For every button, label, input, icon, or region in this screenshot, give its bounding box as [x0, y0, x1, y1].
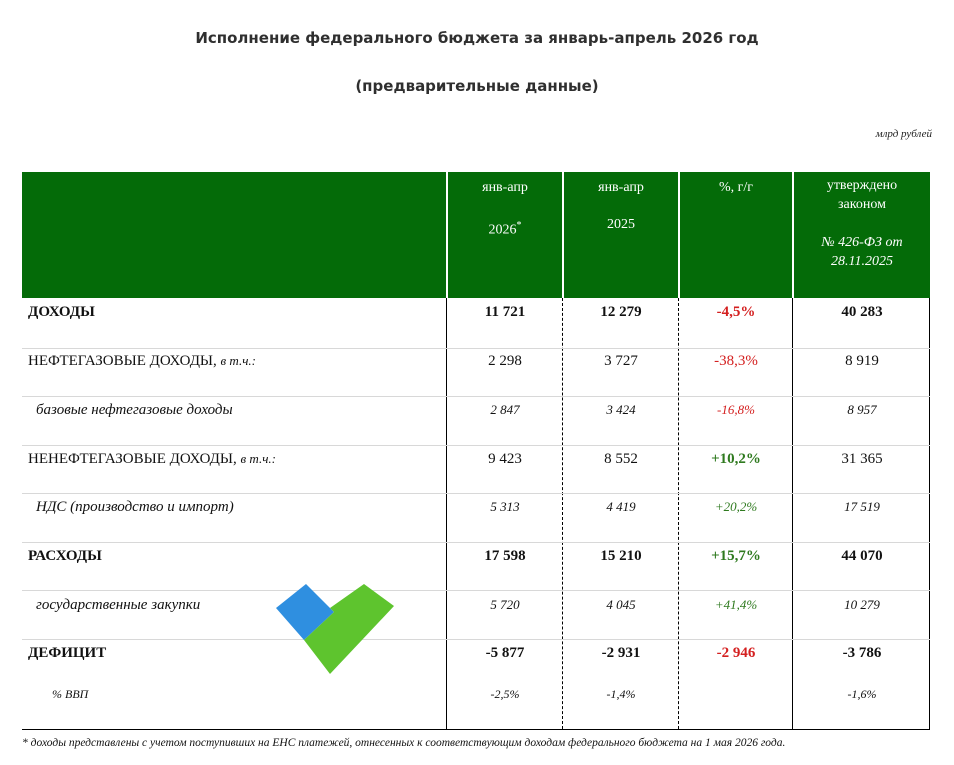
cell-2025: 8 552	[604, 451, 638, 467]
cell-2025: -1,4%	[606, 687, 636, 701]
cell-pct: +10,2%	[711, 451, 761, 467]
unit-label: млрд рублей	[875, 128, 932, 140]
table-row-base-oilgas	[22, 402, 930, 422]
table-row-nonoilgas	[22, 451, 930, 471]
cell-2026: 2 298	[488, 353, 522, 369]
header-col-law-line2: законом	[838, 197, 886, 212]
cell-2025: 3 727	[604, 353, 638, 369]
row-label: ДОХОДЫ	[28, 304, 95, 320]
header-col-2026-year: 2026*	[488, 220, 522, 238]
header-col-pct-label: %, г/г	[718, 180, 754, 195]
cell-law: 31 365	[841, 451, 883, 467]
row-divider	[22, 542, 930, 543]
cell-2025: 4 419	[606, 499, 636, 514]
cell-pct: -16,8%	[717, 402, 755, 417]
cell-pct: -38,3%	[714, 353, 758, 369]
row-label: % ВВП	[52, 687, 89, 701]
checkmark-logo-icon	[272, 584, 396, 679]
header-col-2026	[448, 172, 562, 298]
cell-law: -3 786	[842, 645, 882, 661]
table-row-expenses	[22, 548, 930, 568]
header-col-2025-period: янв-апр	[598, 180, 644, 195]
cell-2026: -2,5%	[490, 687, 520, 701]
row-label: ДЕФИЦИТ	[28, 645, 107, 661]
row-label-note: в т.ч.:	[240, 451, 276, 466]
header-col-law-line1: утверждено	[826, 178, 898, 193]
header-col-2026-period: янв-апр	[482, 180, 528, 195]
cell-2026: -5 877	[485, 645, 525, 661]
header-col-2025-year: 2025	[607, 217, 635, 232]
cell-2026: 11 721	[484, 304, 526, 320]
cell-2026: 5 720	[490, 597, 520, 612]
page-title: Исполнение федерального бюджета за январь-апрель 2026 год	[195, 29, 759, 47]
row-divider	[22, 639, 930, 640]
table-row-vat	[22, 499, 930, 519]
row-label: РАСХОДЫ	[28, 548, 102, 564]
cell-pct: +20,2%	[714, 499, 758, 514]
table-row-procurement	[22, 597, 930, 617]
header-col-law-line3: № 426-ФЗ от	[821, 235, 903, 250]
row-label: государственные закупки	[36, 597, 201, 613]
cell-2026: 5 313	[490, 499, 520, 514]
row-label: НЕФТЕГАЗОВЫЕ ДОХОДЫ, в т.ч.:	[28, 353, 256, 369]
cell-pct: -2 946	[716, 645, 756, 661]
cell-law: 44 070	[841, 548, 883, 564]
footnote: * доходы представлены с учетом поступивших на ЕНС платежей, отнесенных к соответствующим доходам федерального бюджета на 1 мая 2026 года.	[22, 737, 786, 749]
row-divider	[22, 445, 930, 446]
table-bottom-border	[22, 729, 930, 730]
cell-2025: 3 424	[606, 402, 636, 417]
header-cell-empty	[22, 172, 446, 298]
cell-law: 8 919	[845, 353, 879, 369]
table-row-oilgas	[22, 353, 930, 373]
cell-law: 40 283	[841, 304, 883, 320]
row-divider	[22, 348, 930, 349]
row-label: НДС (производство и импорт)	[36, 499, 234, 515]
row-divider	[22, 590, 930, 591]
cell-pct: +15,7%	[711, 548, 761, 564]
cell-law: 10 279	[844, 597, 880, 612]
table-row-deficit	[22, 645, 930, 665]
header-col-law-line4: 28.11.2025	[831, 254, 893, 269]
cell-2025: 15 210	[600, 548, 642, 564]
cell-pct: +41,4%	[714, 597, 758, 612]
cell-2026: 9 423	[488, 451, 522, 467]
row-divider	[22, 493, 930, 494]
cell-law: 17 519	[844, 499, 880, 514]
row-divider	[22, 396, 930, 397]
table-row-gdp-share	[22, 687, 930, 707]
row-label-note: в т.ч.:	[220, 353, 256, 368]
cell-2025: 12 279	[600, 304, 642, 320]
cell-2026: 17 598	[484, 548, 526, 564]
cell-pct: -4,5%	[716, 304, 756, 320]
cell-2025: -2 931	[601, 645, 641, 661]
page-subtitle: (предварительные данные)	[355, 77, 599, 95]
row-label: НЕНЕФТЕГАЗОВЫЕ ДОХОДЫ, в т.ч.:	[28, 451, 276, 467]
cell-law: -1,6%	[847, 687, 877, 701]
row-label: базовые нефтегазовые доходы	[36, 402, 233, 418]
cell-law: 8 957	[847, 402, 877, 417]
table-row-revenue	[22, 304, 930, 324]
header-col-2025	[564, 172, 678, 298]
header-col-pct	[680, 172, 792, 298]
cell-2025: 4 045	[606, 597, 636, 612]
cell-2026: 2 847	[490, 402, 520, 417]
header-col-law	[794, 172, 930, 298]
